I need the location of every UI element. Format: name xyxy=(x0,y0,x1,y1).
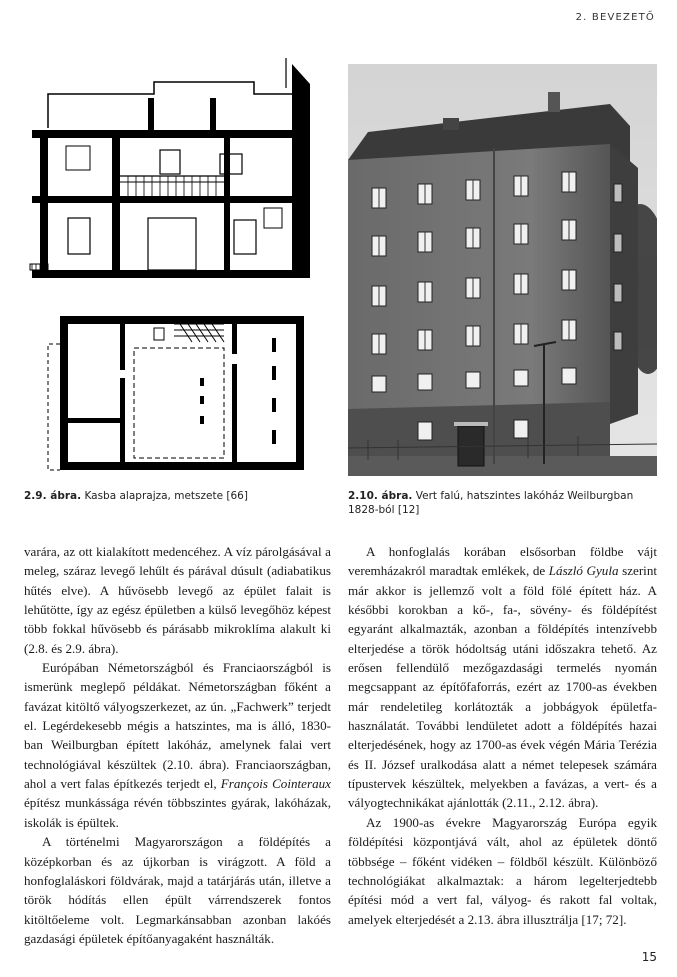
figure-2-9-caption xyxy=(24,489,248,503)
running-head: 2. BEVEZETŐ xyxy=(575,12,655,23)
figure-2-10-text-line2: 1828-ból [12] xyxy=(348,504,420,516)
building-section xyxy=(30,58,310,278)
weilburg-house-photo xyxy=(348,64,657,476)
left-paragraph-2-part-b: építész munkássága révén többszintes gyárak, lakóházak, iskolák is épültek. xyxy=(24,795,331,830)
figure-2-10-caption xyxy=(348,489,657,517)
figure-2-9-drawing xyxy=(24,58,324,478)
figure-2-10-number: 2.10. ábra. xyxy=(348,490,413,502)
right-paragraph-1-part-a: A honfoglalás korában elsősorban földbe vájt veremházakról maradtak emlékek, de xyxy=(348,544,657,579)
person-name-cointeraux: François Cointeraux xyxy=(220,776,331,792)
page-number: 15 xyxy=(641,950,657,964)
right-paragraph-2: Az 1900-as évekre Magyarország Európa egyik földépítési központjává vált, ahol az épületek döntő többsége – főként vidéken – földből készült. Különböző technológiákat alkalmaztak: a három legelterjedtebb építési mód a vert fal, vályog- és rakott fal voltak, amelyek elterjedését a 2.13. ábra illusztrálja [17; 72]. xyxy=(348,814,657,927)
left-paragraph-3: A történelmi Magyarországon a földépítés a középkorban és az újkorban is virágzott. A föld a honfoglaláskori földvárak, majd a tatárjárás után, illetve a török hódítás ellen épült várrendszerek fontos kitöltőeleme volt. Legmarkánsabban azonban lakóés gazdasági épületek építőanyagaként használták. xyxy=(24,834,331,946)
right-paragraph-1 xyxy=(348,542,657,813)
left-paragraph-2-part-a: Európában Németországból és Franciaországból is ismerünk meglepő példákat. Németországban főként a favázat kitöltő vályogszerkezet, az ún. „Fachwerk” terjedt el. Legérdekesebb mégis a hatszintes, ma is álló, 1830-ban Weilburgban épített lakóház, amelynek falai vert technológiával készültek (2.10. ábra). Franciaországban, ahol a vert falas építkezés terjedt el, xyxy=(24,660,331,792)
figure-2-9-number: 2.9. ábra. xyxy=(24,490,82,502)
section-and-plan-drawing xyxy=(24,58,324,478)
right-text-column xyxy=(348,542,657,929)
figure-2-9-text: Kasba alaprajza, metszete [66] xyxy=(84,490,248,502)
figure-2-10-photo xyxy=(348,64,657,476)
person-name-laszlo-gyula: László Gyula xyxy=(548,563,619,579)
left-paragraph-2 xyxy=(24,658,331,832)
left-paragraph-1: varára, az ott kialakított medencéhez. A víz párolgásával a meleg, száraz levegő lehűlt és párával dúsult (adiabatikus hűtés elve). A hűvösebb levegő az épület falait is lehűtötte, így az egész épületben a külső levegőhöz képest több fokkal hűvösebb és párásabb mikroklíma alakult ki (2.8. és 2.9. ábra). xyxy=(24,544,331,656)
building-plan xyxy=(48,316,304,470)
figure-2-10-text-line1: Vert falú, hatszintes lakóház Weilburgban xyxy=(415,490,634,502)
left-text-column xyxy=(24,542,331,948)
right-paragraph-1-part-b: szerint már akkor is jellemző volt a föld fölé épített ház. A későbbi korokban a kő-, fa-, sövény- és földépítést egyaránt alkalmazták, azonban a földépítés intenzívebb elterjedése a török hódoltság utáni időszakra tehető. Az erősen fellendülő mezőgazdasági termelés nyomán megcsappant az építőfaforrás, ezért az 1700-as években már rendeletileg korlátozták a jobbágyok épületfa-használatát. További lendületet adott a földépítés hazai elterjedésének, hogy az 1700-as évek végén Mária Terézia és II. József uralkodása alatt a német telepesek számára típustervek készültek, melyekben a favázas, a vert- és a vályogtechnikákat ajánlották (2.11., 2.12. ábra). xyxy=(348,563,657,811)
